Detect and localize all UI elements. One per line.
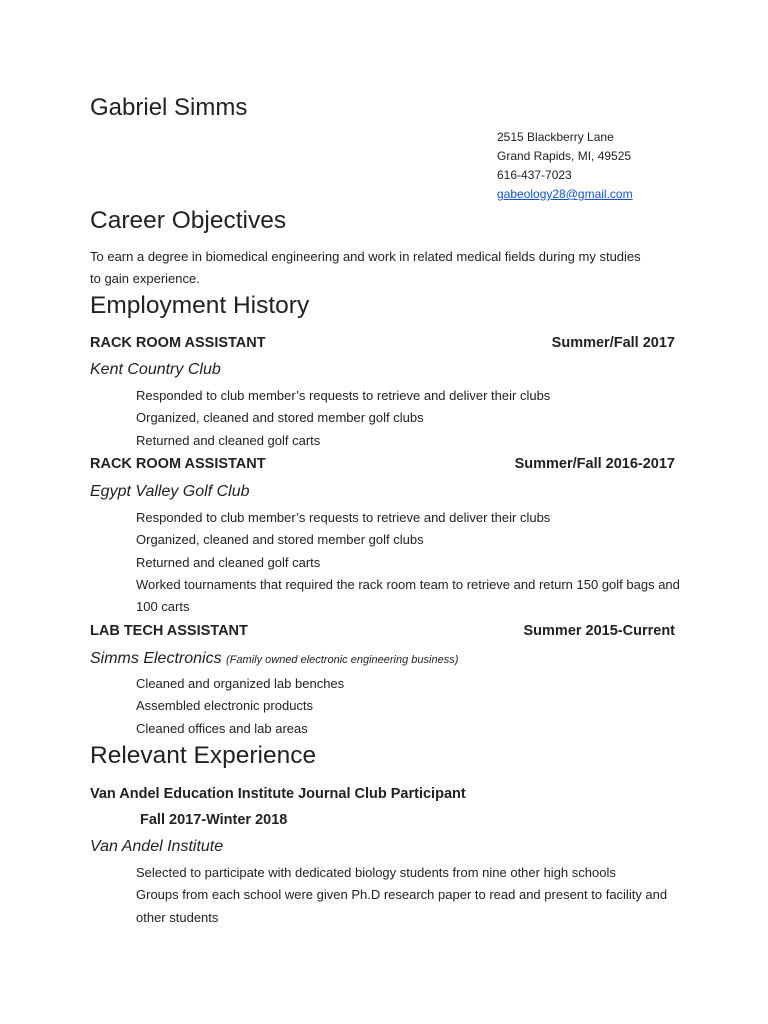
employer-label: Kent Country Club <box>90 361 221 378</box>
list-item: Groups from each school were given Ph.D research paper to read and present to facility and other students <box>136 887 668 925</box>
list-item: Responded to club member’s requests to retrieve and deliver their clubs <box>136 510 551 525</box>
employer-name <box>90 650 458 668</box>
job-title: RACK ROOM ASSISTANT <box>90 335 266 351</box>
org-label: Van Andel Institute <box>90 838 224 855</box>
list-item: Responded to club member’s requests to retrieve and deliver their clubs <box>136 388 551 403</box>
relevant-experience-heading: Relevant Experience <box>90 742 317 769</box>
applicant-name: Gabriel Simms <box>90 94 248 121</box>
list-item: Selected to participate with dedicated biology students from nine other high schools <box>136 865 616 880</box>
job-duties-list <box>136 673 681 740</box>
career-objectives-text: To earn a degree in biomedical engineering and work in related medical fields during my studies to gain experience. <box>90 249 641 286</box>
list-item: Organized, cleaned and stored member golf clubs <box>136 532 424 548</box>
employment-history-heading: Employment History <box>90 292 310 319</box>
experience-date: Fall 2017-Winter 2018 <box>140 812 288 828</box>
employer-note: (Family owned electronic engineering business) <box>226 654 459 666</box>
email-link[interactable]: gabeology28@gmail.com <box>497 187 633 201</box>
employer-label: Egypt Valley Golf Club <box>90 483 250 500</box>
employer-label: Simms Electronics <box>90 650 222 667</box>
job-title: RACK ROOM ASSISTANT <box>90 456 266 472</box>
employer-name <box>90 361 221 379</box>
experience-title: Van Andel Education Institute Journal Club Participant <box>90 786 466 802</box>
list-item: Cleaned offices and lab areas <box>136 720 308 736</box>
employer-name <box>90 483 249 501</box>
job-date: Summer/Fall 2017 <box>551 335 675 351</box>
list-item: Assembled electronic products <box>136 698 314 714</box>
list-item: Returned and cleaned golf carts <box>136 432 321 448</box>
address-line-1: 2515 Blackberry Lane <box>497 130 614 144</box>
list-item: Worked tournaments that required the rack room team to retrieve and return 150 golf bags and 100 carts <box>136 576 680 615</box>
list-item: Organized, cleaned and stored member golf clubs <box>136 410 424 426</box>
list-item: Returned and cleaned golf carts <box>136 554 321 570</box>
career-objectives-heading: Career Objectives <box>90 207 287 234</box>
job-duties-list <box>136 507 681 618</box>
job-title: LAB TECH ASSISTANT <box>90 623 248 639</box>
job-duties-list <box>136 385 681 452</box>
list-item: Cleaned and organized lab benches <box>136 676 345 691</box>
job-date: Summer 2015-Current <box>523 623 675 639</box>
contact-block <box>497 128 633 204</box>
experience-org <box>90 838 223 856</box>
address-line-2: Grand Rapids, MI, 49525 <box>497 149 632 163</box>
phone-number: 616-437-7023 <box>497 168 572 182</box>
job-date: Summer/Fall 2016-2017 <box>514 456 675 472</box>
experience-duties-list <box>136 862 681 929</box>
